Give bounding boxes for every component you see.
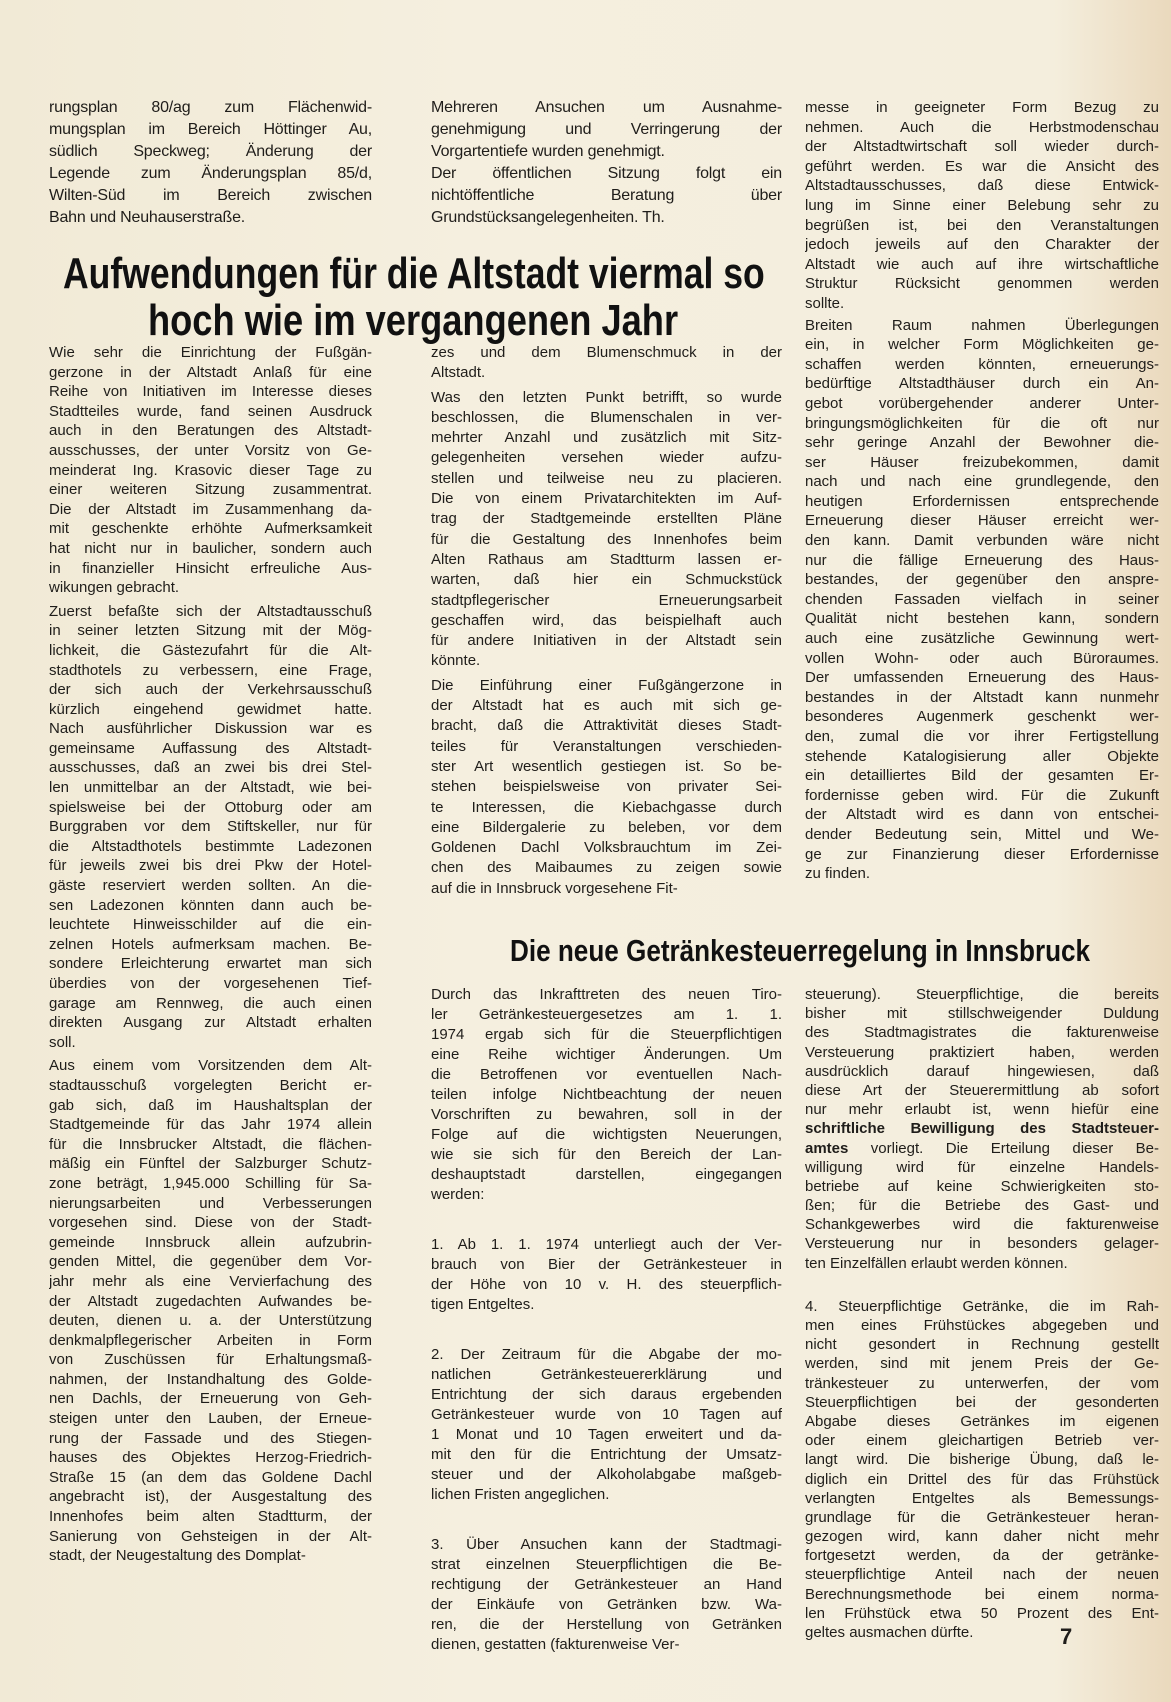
- text-line: die Betroffenen vor eventuellen Nach-: [431, 1066, 782, 1083]
- text-line: eine Reihe wichtiger Änderungen. Um: [431, 1046, 782, 1063]
- text-line: geltes ausmachen dürfte.: [805, 1624, 974, 1641]
- text-line: Mehreren Ansuchen um Ausnahme-: [431, 99, 782, 116]
- paragraph: [431, 1345, 782, 1505]
- text-line: zone beträgt, 1,945.000 Schilling für Sa-: [49, 1174, 372, 1192]
- text: vorliegt. Die Erteilung dieser Be-: [848, 1139, 1159, 1157]
- text-line: warten, daß hier ein Schmuckstück: [431, 571, 782, 589]
- text-line: gelegenheiten versehen wieder aufzu-: [431, 449, 782, 467]
- paragraph: [431, 985, 782, 1205]
- text-line: rechtigung der Getränkesteuer an Hand: [431, 1576, 782, 1593]
- text-line: Der umfassenden Erneuerung des Haus-: [805, 669, 1159, 687]
- text-line: Legende zum Änderungsplan 85/d,: [49, 165, 372, 182]
- text-line: Die von einem Privatarchitekten im Auf-: [431, 490, 782, 508]
- text-line: garage am Rennweg, die auch einen: [49, 994, 372, 1012]
- text-line: nach und nach eine grundlegende, den: [805, 473, 1159, 491]
- text-line: geschaffen wird, das beispielhaft auch: [431, 611, 782, 629]
- text-line: Burggraben vor dem Stiftskeller, nur für: [49, 818, 372, 836]
- text-line: stadtpflegerischer Erneuerungsarbeit: [431, 591, 782, 609]
- paragraph: [49, 602, 372, 1053]
- text-line: Altstadt.: [431, 364, 486, 382]
- text-line: mäßig ein Fünftel der Salzburger Schutz-: [49, 1155, 372, 1173]
- text-line: oder einem gleichartigen Betrieb ver-: [805, 1432, 1159, 1450]
- text-line: stadtausschuß vorgelegten Bericht er-: [49, 1076, 372, 1094]
- text-line: Wilten-Süd im Bereich zwischen: [49, 187, 372, 204]
- text-line: Bahn und Neuhauserstraße.: [49, 209, 246, 226]
- paragraph: [431, 97, 782, 163]
- text-line: bedürftige Altstadthäuser durch ein An-: [805, 375, 1159, 393]
- text-line: steuerung). Steuerpflichtige, die bereits: [805, 986, 1159, 1003]
- text-line: der Altstadtwirtschaft soll wieder durch-: [805, 138, 1159, 156]
- bold-text: schriftliche Bewilligung des Stadtsteuer-: [805, 1120, 1159, 1138]
- text-line: leuchtete Hinweisschilder auf die ein-: [49, 916, 372, 934]
- text-line: hauses des Objektes Herzog-Friedrich-: [49, 1449, 372, 1467]
- text-line: diglich ein Drittel des für das Frühstück: [805, 1470, 1159, 1488]
- text-line: meinderat Ing. Krasovic dieser Tage zu: [49, 461, 372, 479]
- text-line: ge zur Finanzierung dieser Erfordernisse: [805, 845, 1159, 863]
- text-line: lichkeit, die Gästezufahrt für die Alt-: [49, 641, 372, 659]
- text-line: gemeinsame Auffassung des Altstadt-: [49, 739, 372, 757]
- text-line: ten Einzelfällen erlaubt werden können.: [805, 1254, 1068, 1272]
- continuation-column-1: [49, 97, 372, 229]
- text-line: Reihe von Initiativen im Interesse dieses: [49, 383, 372, 401]
- text-line: trag der Stadtgemeinde erstellten Pläne: [431, 510, 782, 528]
- paragraph: [49, 343, 372, 598]
- text-line: Zuerst befaßte sich der Altstadtausschuß: [49, 602, 372, 620]
- text-line: gäste reserviert werden sollten. An die-: [49, 877, 372, 895]
- text-line: werden, sind mit jenem Preis der Ge-: [805, 1355, 1159, 1373]
- text-line: begrüßen ist, bei den Veranstaltungen: [805, 216, 1159, 234]
- text-line: Folge auf die wichtigsten Neuerungen,: [431, 1126, 782, 1143]
- text-line: der sich auch der Verkehrsausschuß: [49, 681, 372, 699]
- text-line: grundlage für die Getränkesteuer heran-: [805, 1508, 1159, 1526]
- paragraph: [431, 1535, 782, 1655]
- text-line: mehrter Anzahl und zusätzlich mit Sitz-: [431, 429, 782, 447]
- text-line: ren, die der Herstellung von Getränken: [431, 1616, 782, 1633]
- text-line: in finanzieller Hinsicht erfreuliche Aus-: [49, 559, 372, 577]
- text-line: Schankgewerbes wird die fakturenweise: [805, 1216, 1159, 1234]
- text-line: 1974 ergab sich für die Steuerpflichtigen: [431, 1026, 782, 1043]
- text-line: strat einzelnen Steuerpflichtigen die Be-: [431, 1556, 782, 1573]
- text-line: Getränkesteuer wurde von 10 Tagen auf: [431, 1406, 782, 1423]
- text-line: stadthotels zu verbessern, eine Frage,: [49, 661, 372, 679]
- text-line: vollen Wohn- oder auch Büroraumes.: [805, 649, 1159, 667]
- text-line: Versteuerung nur in besonders gelager-: [805, 1235, 1159, 1253]
- text-line: genehmigung und Verringerung der: [431, 121, 782, 138]
- text-line: nur mehr erlaubt ist, wenn hiefür eine: [805, 1101, 1159, 1119]
- text-line: nahmen, der Instandhaltung des Golde-: [49, 1370, 372, 1388]
- text-line: vorgesehen sind. Diese von der Stadt-: [49, 1214, 372, 1232]
- text-line: geführt werden. Es war die Ansicht des: [805, 157, 1159, 175]
- paragraph: [805, 1297, 1159, 1642]
- text-line: der Höhe von 10 v. H. des steuerpflich-: [431, 1276, 782, 1293]
- text-line: ser Häuser freizubekommen, damit: [805, 453, 1159, 471]
- text-line: denkmalpflegerischer Arbeiten in Form: [49, 1331, 372, 1349]
- text-line: hat nicht nur in baulicher, sondern auch: [49, 539, 372, 557]
- text-line: [805, 1119, 1159, 1138]
- text-line: deshauptstadt darstellen, eingegangen: [431, 1166, 782, 1183]
- text-line: stehen beispielsweise von privater Sei-: [431, 778, 782, 796]
- text-line: Berechnungsmethode bei einem norma-: [805, 1585, 1159, 1603]
- text-line: bracht, daß die Attraktivität dieses Stadt-: [431, 717, 782, 735]
- text-line: mungsplan im Bereich Höttinger Au,: [49, 121, 372, 138]
- text-line: messe in geeigneter Form Bezug zu: [805, 99, 1159, 116]
- text-line: überdies von der vorgesehenen Tief-: [49, 975, 372, 992]
- text-line: Breiten Raum nahmen Überlegungen: [805, 316, 1159, 334]
- text-line: bringungsmöglichkeiten für die oft nur: [805, 414, 1159, 432]
- text-line: brauch von Bier der Getränkesteuer in: [431, 1256, 782, 1273]
- text-line: Erneuerung dieser Häuser erreicht wer-: [805, 512, 1159, 530]
- text-line: könnte.: [431, 652, 481, 670]
- text-line: Grundstücksangelegenheiten. Th.: [431, 209, 665, 226]
- text-line: steigen unter den Lauben, der Erneue-: [49, 1410, 372, 1428]
- text-line: nichtöffentliche Beratung über: [431, 187, 782, 204]
- page-number: 7: [1060, 1624, 1073, 1649]
- text-line: stellen und teilweise neu zu placieren.: [431, 469, 782, 487]
- text-line: für andere Initiativen in der Altstadt sein: [431, 632, 782, 650]
- text-line: von Zuschüssen für Erhaltungsmaß-: [49, 1351, 372, 1369]
- text-line: auch eine zusätzliche Gewinnung wert-: [805, 630, 1159, 648]
- text-line: langt wird. Die bisherige Übung, daß le-: [805, 1451, 1159, 1469]
- text-line: beschlossen, die Blumenschalen in ver-: [431, 408, 782, 426]
- text-line: gab sich, daß im Haushaltsplan der: [49, 1096, 372, 1114]
- text-line: Qualität nicht bestehen kann, sondern: [805, 610, 1159, 628]
- paragraph: [805, 98, 1159, 314]
- text-line: auf die in Innsbruck vorgesehene Fit-: [431, 879, 678, 897]
- text-line: den, zumal die vor ihrer Fertigstellung: [805, 728, 1159, 745]
- text-line: Altstadtausschusses, daß diese Entwick-: [805, 177, 1159, 195]
- paragraph: [49, 1056, 372, 1565]
- article2-column-2: [431, 985, 782, 1655]
- text-line: Altstadt wie auch auf ihre wirtschaftliche: [805, 255, 1159, 273]
- text-line: ausschusses, der unter Vorsitz von Ge-: [49, 441, 372, 459]
- text-line: sondere Erleichterung erwartet man sich: [49, 955, 372, 973]
- text-line: lichen Fristen angeglichen.: [431, 1486, 610, 1503]
- text-line: einer weiteren Sitzung zusammentrat.: [49, 481, 372, 499]
- text-line: gemeinde Innsbruck allein aufzubrin-: [49, 1233, 372, 1251]
- text-line: Versteuerung praktiziert haben, werden: [805, 1043, 1159, 1061]
- text-line: steuerpflichtige Anteil nach der neuen: [805, 1566, 1159, 1584]
- text-line: kürzlich eingehend gewidmet hatte.: [49, 700, 372, 718]
- text-line: Vorschriften zu bewahren, soll in der: [431, 1106, 782, 1123]
- text-line: den kann. Damit verbunden wäre nicht: [805, 532, 1159, 550]
- text-line: teilen infolge Nichtbeachtung der neuen: [431, 1086, 782, 1103]
- text-line: men eines Frühstückes abgegeben und: [805, 1317, 1159, 1334]
- text-line: gezogen wird, kann daher nicht mehr: [805, 1528, 1159, 1546]
- text-line: ßen; für die Betriebe des Gast- und: [805, 1197, 1159, 1215]
- paragraph: [431, 676, 782, 899]
- text-line: soll.: [49, 1033, 76, 1051]
- text-line: Abgabe dieses Getränkes im eigenen: [805, 1412, 1159, 1430]
- text-line: tigen Entgeltes.: [431, 1296, 535, 1313]
- text-line: direkten Ausgang zur Altstadt erhalten: [49, 1014, 372, 1032]
- text-line: Die Einführung einer Fußgängerzone in: [431, 676, 782, 694]
- text-line: willigung wird für einzelne Handels-: [805, 1158, 1159, 1176]
- text-line: diese Art der Steuerermittlung ab sofort: [805, 1081, 1159, 1099]
- text-line: dienen, gestatten (fakturenweise Ver-: [431, 1636, 680, 1653]
- text-line: Wie sehr die Einrichtung der Fußgän-: [49, 344, 372, 361]
- paragraph: [805, 316, 1159, 884]
- text-line: nen Dachls, der Erneuerung von Geh-: [49, 1390, 372, 1408]
- text-line: stadt, der Neugestaltung des Domplat-: [49, 1547, 306, 1565]
- text-line: ausschusses, daß an zwei bis drei Stel-: [49, 759, 372, 777]
- text-line: für die Innsbrucker Altstadt, die flächen-: [49, 1135, 372, 1153]
- text-line: Was den letzten Punkt betrifft, so wurde: [431, 388, 782, 406]
- text-line: 1. Ab 1. 1. 1974 unterliegt auch der Ver-: [431, 1236, 782, 1253]
- text-line: teiles für Veranstaltungen verschieden-: [431, 737, 782, 755]
- text-line: der Altstadt wird es dann von entschei-: [805, 806, 1159, 824]
- text-line: verlangten Entgeltes als Bemessungs-: [805, 1489, 1159, 1507]
- text-line: ler Getränkesteuergesetzes am 1. 1.: [431, 1006, 782, 1023]
- text-line: rungsplan 80/ag zum Flächenwid-: [49, 99, 372, 116]
- text-line: natlichen Getränkesteuererklärung und: [431, 1366, 782, 1383]
- text-line: [805, 1139, 1159, 1158]
- text-line: der Altstadt zugedachten Aufwandes be-: [49, 1292, 372, 1310]
- text-line: Durch das Inkrafttreten des neuen Tiro-: [431, 986, 782, 1003]
- text-line: Steuerpflichtigen bei der gesonderten: [805, 1393, 1159, 1411]
- text-line: ein, in welcher Form Möglichkeiten ge-: [805, 336, 1159, 354]
- text-line: betriebe auf keine Schwierigkeiten sto-: [805, 1177, 1159, 1195]
- text-line: 4. Steuerpflichtige Getränke, die im Rah-: [805, 1297, 1159, 1315]
- text-line: auch in den Beratungen des Altstadt-: [49, 422, 372, 440]
- text-line: chenden Fassaden vielfach in seiner: [805, 590, 1159, 608]
- text-line: bisher mit stillschweigender Duldung: [805, 1005, 1159, 1023]
- text-line: bestandes, der gegenüber den anspre-: [805, 571, 1159, 589]
- text-line: Nach ausführlicher Diskussion war es: [49, 720, 372, 738]
- text-line: in seiner letzten Sitzung mit der Mög-: [49, 622, 372, 640]
- text-line: gerzone in der Altstadt Anlaß für eine: [49, 363, 372, 381]
- text-line: ein detailliertes Bild der gesamten Er-: [805, 767, 1159, 785]
- text-line: sen Ladezonen könnten dann auch be-: [49, 896, 372, 914]
- text-line: lung im Sinne einer Belebung sehr zu: [805, 196, 1159, 214]
- text-line: für die Gestaltung des Innenhofes beim: [431, 530, 782, 548]
- paragraph: [49, 97, 372, 229]
- text-line: zelnen Hotels aufmerksam machen. Be-: [49, 935, 372, 953]
- text-line: sollte.: [805, 294, 845, 312]
- text-line: werden:: [431, 1186, 485, 1203]
- text-line: eine Bildergalerie zu beleben, vor dem: [431, 818, 782, 836]
- article1-column-1: [49, 343, 372, 1566]
- text-line: genden Mittel, die gegenüber dem Vor-: [49, 1253, 372, 1271]
- text-line: chen des Maibaumes zu zeigen sowie: [431, 859, 782, 877]
- text-line: spielsweise bei der Ottoburg oder am: [49, 798, 372, 816]
- text-line: len unmittelbar an der Altstadt, wie bei-: [49, 779, 372, 797]
- text-line: zes und dem Blumenschmuck in der: [431, 344, 782, 361]
- text-line: für jeweils zwei bis drei Pkw der Hotel-: [49, 857, 372, 875]
- text-line: jedoch jeweils auf den Charakter der: [805, 236, 1159, 254]
- text-line: Vorgartentiefe wurden genehmigt.: [431, 143, 665, 160]
- text-line: fortgesetzt werden, da der getränke-: [805, 1547, 1159, 1565]
- text-line: Alten Rathaus am Stadtturm lassen er-: [431, 550, 782, 568]
- text-line: besonderes Augenmerk geschenkt wer-: [805, 708, 1159, 726]
- article1-column-2: [431, 343, 782, 899]
- text-line: heutigen Erfordernissen entsprechende: [805, 492, 1159, 510]
- paragraph: [431, 163, 782, 229]
- text-line: 2. Der Zeitraum für die Abgabe der mo-: [431, 1346, 782, 1363]
- text-line: Die der Altstadt im Zusammenhang da-: [49, 500, 372, 518]
- article2-column-3: [805, 985, 1159, 1642]
- text-line: Entrichtung der sich daraus ergebenden: [431, 1386, 782, 1403]
- text-line: wie sie sich für den Bereich der Lan-: [431, 1146, 782, 1163]
- text-line: Goldenen Dachl Volksbrauchtum im Zei-: [431, 839, 782, 857]
- bold-text: amtes: [805, 1139, 849, 1157]
- paragraph: [431, 343, 782, 384]
- article1-headline-line2: hoch wie im vergangenen Jahr: [148, 296, 679, 345]
- text-line: mit geschenkte erhöhte Aufmerksamkeit: [49, 520, 372, 538]
- text-line: ster Art wesentlich gestiegen ist. So be-: [431, 757, 782, 775]
- text-line: die Altstadthotels bestimmte Ladezonen: [49, 837, 372, 855]
- text-line: tränkesteuer zu unterwerfen, der vom: [805, 1374, 1159, 1392]
- text-line: rung der Fassade und des Stiegen-: [49, 1429, 372, 1447]
- text-line: Struktur Rücksicht genommen werden: [805, 275, 1159, 293]
- continuation-column-2: [431, 97, 782, 229]
- text-line: Stadtgemeinde für das Jahr 1974 allein: [49, 1116, 372, 1134]
- text-line: Der öffentlichen Sitzung folgt ein: [431, 165, 782, 182]
- text-line: mit den für die Entrichtung der Umsatz-: [431, 1446, 782, 1463]
- text-line: angebracht ist), der Ausgestaltung des: [49, 1488, 372, 1506]
- text-line: des Stadtmagistrates die fakturenweise: [805, 1024, 1159, 1042]
- text-line: fordernisse geben wird. Für die Zukunft: [805, 786, 1159, 804]
- text-line: jahr mehr als eine Vervierfachung des: [49, 1272, 372, 1290]
- text-line: zu finden.: [805, 865, 871, 883]
- text-line: Sanierung von Gehsteigen in der Alt-: [49, 1527, 372, 1545]
- text-line: schaffen werden könnten, erneuerungs-: [805, 355, 1159, 373]
- text-line: wikungen gebracht.: [49, 579, 180, 597]
- text-line: südlich Speckweg; Änderung der: [49, 143, 372, 160]
- text-line: Straße 15 (an dem das Goldene Dachl: [49, 1468, 372, 1486]
- text-line: stehende Katalogisierung aller Objekte: [805, 747, 1159, 765]
- text-line: steuer und der Alkoholabgabe maßgeb-: [431, 1466, 782, 1483]
- text-line: Innenhofes beim alten Stadtturm, der: [49, 1508, 372, 1526]
- text-line: ausdrücklich darauf hingewiesen, daß: [805, 1062, 1159, 1080]
- text-line: gebot vorübergehender anderer Unter-: [805, 394, 1159, 412]
- text-line: 3. Über Ansuchen kann der Stadtmagi-: [431, 1536, 782, 1553]
- article1-column-3: [805, 98, 1159, 884]
- text-line: len Frühstück etwa 50 Prozent des Ent-: [805, 1604, 1159, 1622]
- text-line: deuten, dienen u. a. der Unterstützung: [49, 1312, 372, 1330]
- article2-headline: Die neue Getränkesteuerregelung in Innsbruck: [510, 933, 1091, 968]
- text-line: Aus einem vom Vorsitzenden dem Alt-: [49, 1057, 372, 1075]
- text-line: nicht gesondert in Rechnung gestellt: [805, 1336, 1159, 1354]
- text-line: dender Bedeutung sein, Mittel und We-: [805, 825, 1159, 843]
- text-line: bestandes in der Altstadt kann nunmehr: [805, 688, 1159, 706]
- paragraph: [805, 985, 1159, 1273]
- paragraph: [431, 1235, 782, 1315]
- article1-headline-line1: Aufwendungen für die Altstadt viermal so: [63, 249, 765, 298]
- text-line: der Einkäufe von Getränken bzw. Wa-: [431, 1596, 782, 1613]
- text-line: der Altstadt hat es auch mit sich ge-: [431, 697, 782, 715]
- text-line: nur die fällige Erneuerung des Haus-: [805, 551, 1159, 569]
- text-line: te Interessen, die Kiebachgasse durch: [431, 798, 782, 816]
- paragraph: [431, 388, 782, 672]
- text-line: sehr geringe Anzahl der Bewohner die-: [805, 434, 1159, 452]
- text-line: nierungsarbeiten und Verbesserungen: [49, 1194, 372, 1212]
- text-line: 1 Monat und 10 Tagen erweitert und da-: [431, 1426, 782, 1443]
- text-line: Stadtteiles wurde, fand seinen Ausdruck: [49, 402, 372, 420]
- text-line: nehmen. Auch die Herbstmodenschau: [805, 118, 1159, 136]
